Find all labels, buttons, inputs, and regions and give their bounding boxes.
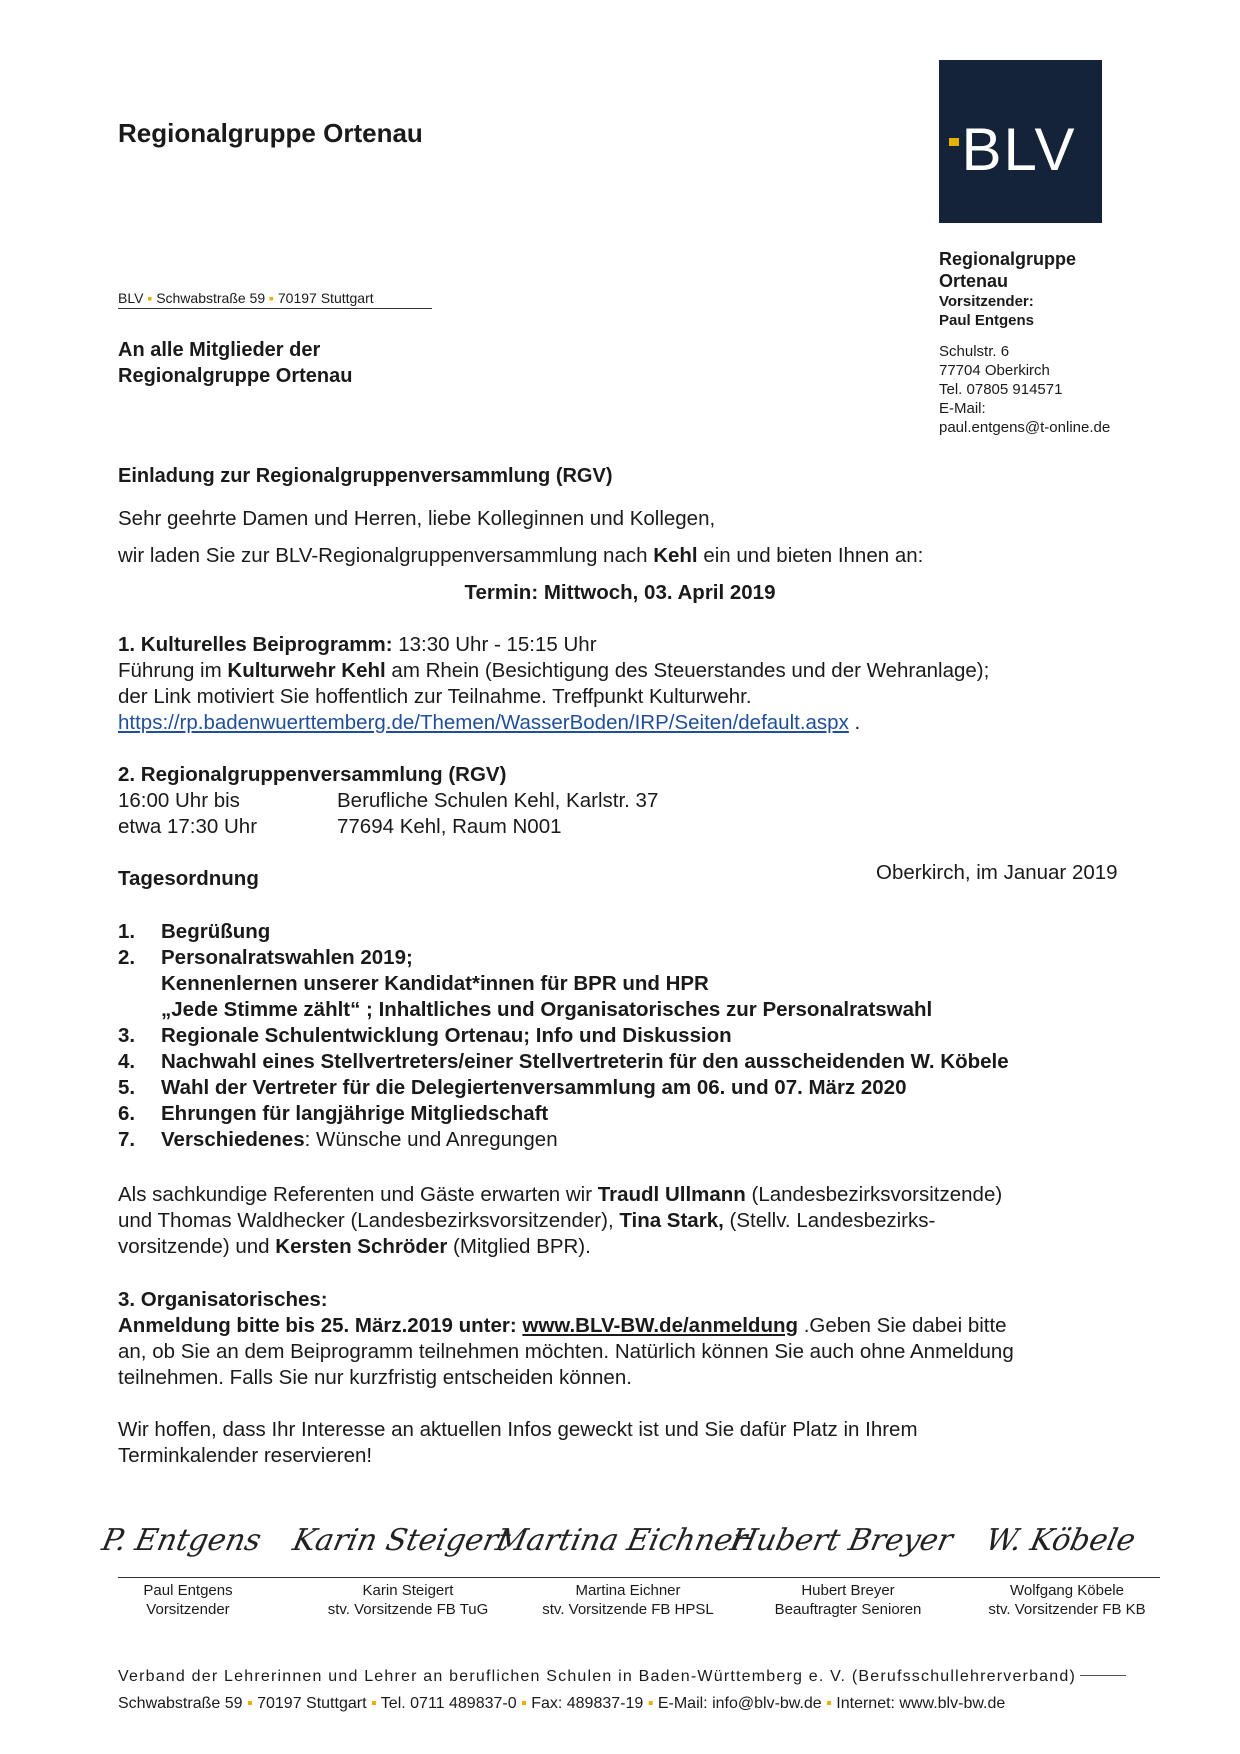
signatory-role: stv. Vorsitzende FB HPSL <box>542 1601 714 1618</box>
footer-fax: Fax: 489837-19 <box>531 1695 644 1712</box>
place-date: Oberkirch, im Januar 2019 <box>876 861 1118 884</box>
agenda-item <box>118 1101 548 1127</box>
agenda-item <box>118 1127 558 1153</box>
guest-name: Kersten Schröder <box>275 1235 448 1258</box>
text-part: Führung im <box>118 659 228 682</box>
sidebar-org: Regionalgruppe <box>939 249 1077 269</box>
registration-deadline: Anmeldung bitte bis 25. März.2019 unter: <box>118 1314 523 1337</box>
sender-street: Schwabstraße 59 <box>156 290 266 306</box>
agenda-text: Nachwahl eines Stellvertreters/einer Stellvertreterin für den ausscheidenden W. Köbele <box>161 1050 1009 1073</box>
intro-location: Kehl <box>653 544 698 567</box>
guests-line2 <box>118 1208 935 1234</box>
separator-dot: ▪ <box>269 290 274 306</box>
signatory-name: Wolfgang Köbele <box>1010 1582 1124 1599</box>
sender-address <box>118 290 432 309</box>
agenda-text: Wahl der Vertreter für die Delegiertenversammlung am 06. und 07. März 2020 <box>161 1076 907 1099</box>
sidebar-org: Ortenau <box>939 271 1009 291</box>
recipient-line: Regionalgruppe Ortenau <box>118 365 353 387</box>
separator-dot: ▪ <box>647 1695 654 1712</box>
svg-text:Hubert Breyer: Hubert Breyer <box>727 1523 956 1558</box>
separator-dot: ▪ <box>370 1695 377 1712</box>
signatory <box>518 1581 738 1619</box>
text-part: vorsitzende) und <box>118 1235 276 1258</box>
svg-text:W. Köbele: W. Köbele <box>982 1523 1139 1558</box>
recipient-line: An alle Mitglieder der <box>118 339 321 361</box>
svg-text:P. Entgens: P. Entgens <box>98 1523 265 1558</box>
org-line3: teilnehmen. Falls Sie nur kurzfristig entscheiden können. <box>118 1366 632 1389</box>
section-time: 13:30 Uhr - 15:15 Uhr <box>392 633 597 656</box>
agenda-number: 6. <box>118 1102 136 1125</box>
intro-text <box>118 543 923 569</box>
page-title: Regionalgruppe Ortenau <box>118 118 423 148</box>
section2-place2: 77694 Kehl, Raum N001 <box>337 815 562 838</box>
text-part: Als sachkundige Referenten und Gäste erwarten wir <box>118 1183 598 1206</box>
agenda-text: Verschiedenes <box>161 1128 305 1151</box>
agenda-item <box>118 1023 732 1049</box>
section2-time2: etwa 17:30 Uhr <box>118 815 258 838</box>
blv-logo <box>939 60 1102 223</box>
handwritten-signature <box>967 1510 1167 1566</box>
agenda-text: Ehrungen für langjährige Mitgliedschaft <box>161 1102 549 1125</box>
agenda-number: 7. <box>118 1128 136 1151</box>
greeting: Sehr geehrte Damen und Herren, liebe Kolleginnen und Kollegen, <box>118 507 716 530</box>
signatory-name: Paul Entgens <box>143 1582 233 1599</box>
sidebar-name: Paul Entgens <box>939 312 1035 329</box>
agenda-number: 2. <box>118 946 136 969</box>
footer-tel: Tel. 0711 489837-0 <box>380 1695 517 1712</box>
agenda-item <box>118 1075 907 1101</box>
section1-line1 <box>118 658 989 684</box>
kulturwehr-link[interactable]: https://rp.badenwuerttemberg.de/Themen/WasserBoden/IRP/Seiten/default.aspx <box>118 711 849 734</box>
handwritten-signature <box>727 1510 956 1566</box>
handwritten-signature <box>88 1510 288 1566</box>
text-part: und Thomas Waldhecker (Landesbezirksvorsitzender), <box>118 1209 620 1232</box>
logo-accent <box>949 138 959 146</box>
sidebar-role: Vorsitzender: <box>939 293 1034 310</box>
handwritten-signature <box>289 1510 514 1566</box>
separator-dot: ▪ <box>147 290 153 306</box>
separator-dot: ▪ <box>826 1695 832 1712</box>
text-part: (Stellv. Landesbezirks- <box>723 1209 936 1232</box>
separator-dot: ▪ <box>521 1695 527 1712</box>
agenda-heading: Tagesordnung <box>118 867 259 890</box>
separator-dot: ▪ <box>246 1695 253 1712</box>
event-date: Termin: Mittwoch, 03. April 2019 <box>464 581 776 604</box>
signature-divider <box>118 1577 1160 1578</box>
sidebar-street: Schulstr. 6 <box>939 343 1010 360</box>
sidebar-tel: Tel. 07805 914571 <box>939 381 1063 398</box>
intro-part: ein und bieten Ihnen an: <box>697 544 924 567</box>
footer-city: 70197 Stuttgart <box>257 1695 367 1712</box>
signatory-role: stv. Vorsitzender FB KB <box>988 1601 1146 1618</box>
signatory-role: stv. Vorsitzende FB TuG <box>327 1601 489 1618</box>
guests-line3 <box>118 1234 591 1260</box>
logo-text: BLV <box>961 116 1077 183</box>
svg-text:Karin Steigert: Karin Steigert <box>289 1523 514 1558</box>
closing-line1: Wir hoffen, dass Ihr Interesse an aktuellen Infos geweckt ist und Sie dafür Platz in Ihrem <box>118 1418 918 1441</box>
recipient-block <box>118 337 352 389</box>
text-part: . <box>848 711 861 734</box>
guests-line1 <box>118 1182 1002 1208</box>
sender-city: 70197 Stuttgart <box>277 290 374 306</box>
signatory <box>957 1581 1177 1619</box>
agenda-text-rest: : Wünsche und Anregungen <box>304 1128 558 1151</box>
agenda-text: Personalratswahlen 2019; <box>161 946 413 969</box>
registration-link[interactable]: www.BLV-BW.de/anmeldung <box>522 1314 799 1337</box>
sidebar-email[interactable]: paul.entgens@t-online.de <box>939 419 1111 436</box>
agenda-text: Regionale Schulentwicklung Ortenau; Info und Diskussion <box>161 1024 732 1047</box>
svg-text:Martina Eichner: Martina Eichner <box>492 1523 751 1558</box>
agenda-number: 5. <box>118 1076 136 1099</box>
text-bold: Kulturwehr Kehl <box>227 659 386 682</box>
footer-email[interactable]: E-Mail: info@blv-bw.de <box>657 1695 822 1712</box>
guest-name: Traudl Ullmann <box>597 1183 746 1206</box>
org-line2: an, ob Sie an dem Beiprogramm teilnehmen möchten. Natürlich können Sie auch ohne Anmeldung <box>118 1340 1014 1363</box>
section2-heading: 2. Regionalgruppenversammlung (RGV) <box>118 763 507 786</box>
section1-line2: der Link motiviert Sie hoffentlich zur Teilnahme. Treffpunkt Kulturwehr. <box>118 685 752 708</box>
footer-contact <box>118 1695 1005 1713</box>
handwritten-signature <box>492 1510 751 1566</box>
signatory-role: Beauftragter Senioren <box>774 1601 922 1618</box>
text-part: am Rhein (Besichtigung des Steuerstandes und der Wehranlage); <box>385 659 990 682</box>
signatory-role: Vorsitzender <box>146 1601 230 1618</box>
intro-part: wir laden Sie zur BLV-Regionalgruppenversammlung nach <box>118 544 654 567</box>
sidebar-email-label: E-Mail: <box>939 400 986 417</box>
letter-subject: Einladung zur Regionalgruppenversammlung (RGV) <box>118 465 613 487</box>
signatory <box>298 1581 518 1619</box>
agenda-number: 4. <box>118 1050 136 1073</box>
guest-name: Tina Stark, <box>619 1209 724 1232</box>
agenda-item <box>118 919 270 945</box>
agenda-item <box>118 971 709 997</box>
section3-heading: 3. Organisatorisches: <box>118 1288 328 1311</box>
signatory-name: Martina Eichner <box>575 1582 681 1599</box>
signatory <box>738 1581 958 1619</box>
signatory-name: Karin Steigert <box>362 1582 454 1599</box>
signatory-name: Hubert Breyer <box>801 1582 895 1599</box>
footer-street: Schwabstraße 59 <box>118 1695 243 1712</box>
footer-org: Verband der Lehrerinnen und Lehrer an beruflichen Schulen in Baden-Württemberg e. V. (Berufsschullehrerverband) <box>118 1668 1080 1686</box>
section1-link-line <box>118 710 860 736</box>
sender-info-block <box>939 248 1110 437</box>
section1-heading <box>118 632 597 658</box>
signatory <box>78 1581 298 1619</box>
text-part: (Landesbezirksvorsitzende) <box>745 1183 1003 1206</box>
agenda-item <box>118 997 932 1023</box>
text-part: (Mitglied BPR). <box>447 1235 591 1258</box>
footer-website[interactable]: Internet: www.blv-bw.de <box>836 1695 1006 1712</box>
sidebar-city: 77704 Oberkirch <box>939 362 1050 379</box>
agenda-text: „Jede Stimme zählt“ ; Inhaltliches und Organisatorisches zur Personalratswahl <box>161 998 933 1021</box>
text-part: .Geben Sie dabei bitte <box>798 1314 1007 1337</box>
agenda-text: Kennenlernen unserer Kandidat*innen für BPR und HPR <box>161 972 709 995</box>
org-line1 <box>118 1313 1007 1339</box>
agenda-number: 3. <box>118 1024 136 1047</box>
agenda-text: Begrüßung <box>161 920 271 943</box>
agenda-number: 1. <box>118 920 136 943</box>
agenda-item <box>118 945 413 971</box>
section2-time1: 16:00 Uhr bis <box>118 789 240 812</box>
sender-org: BLV <box>118 290 144 306</box>
section2-place1: Berufliche Schulen Kehl, Karlstr. 37 <box>337 789 659 812</box>
agenda-item <box>118 1049 1009 1075</box>
section-title: 1. Kulturelles Beiprogramm: <box>118 633 393 656</box>
closing-line2: Terminkalender reservieren! <box>118 1444 373 1467</box>
